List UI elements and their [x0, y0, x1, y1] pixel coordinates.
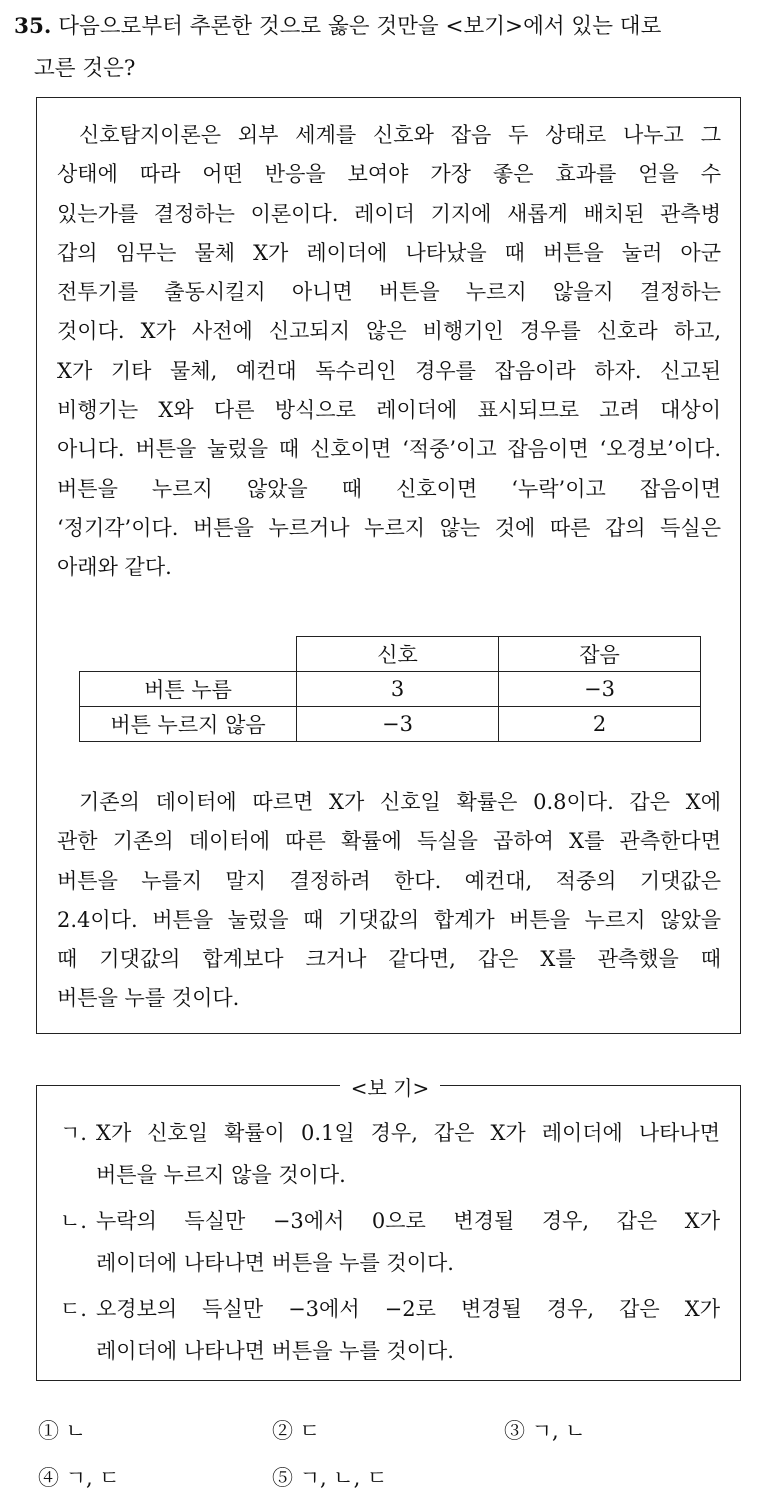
passage-line: 것이다. X가 사전에 신고되지 않은 비행기인 경우를 신호라 하고,	[57, 319, 721, 344]
bogi-title: <보 기>	[340, 1072, 440, 1101]
passage-line: 버튼을 누를 것이다.	[57, 986, 240, 1011]
question-text-line1: 다음으로부터 추론한 것으로 옳은 것만을 <보기>에서 있는 대로	[58, 14, 662, 39]
passage-line: 전투기를 출동시킬지 아니면 버튼을 누르지 않을지 결정하는	[57, 280, 721, 305]
bogi-item-line: X가 신호일 확률이 0.1일 경우, 갑은 X가 레이더에 나타나면	[96, 1121, 720, 1145]
passage-line: 있는가를 결정하는 이론이다. 레이더 기지에 새롭게 배치된 관측병	[57, 201, 721, 226]
table-header-cell: 신호	[297, 637, 499, 672]
question-text-line2: 고른 것은?	[34, 56, 136, 81]
table-row	[80, 672, 701, 707]
bogi-item-line: 오경보의 득실만 −3에서 −2로 변경될 경우, 갑은 X가	[96, 1297, 720, 1321]
passage-line: 관한 기존의 데이터에 따른 확률에 득실을 곱하여 X를 관측한다면	[57, 829, 721, 854]
answer-choice-1[interactable]: ① ㄴ	[38, 1419, 86, 1443]
answer-choice-3[interactable]: ③ ㄱ, ㄴ	[504, 1419, 586, 1443]
bogi-item-line: 레이더에 나타나면 버튼을 누를 것이다.	[96, 1339, 454, 1363]
answer-choice-2[interactable]: ② ㄷ	[272, 1419, 320, 1443]
bogi-item	[60, 1112, 720, 1196]
passage-line: 신호탐지이론은 외부 세계를 신호와 잡음 두 상태로 나누고 그	[79, 123, 721, 147]
bogi-top-border-left	[36, 1085, 340, 1086]
passage-line: 갑의 임무는 물체 X가 레이더에 나타났을 때 버튼을 눌러 아군	[57, 240, 721, 265]
bogi-item	[60, 1200, 720, 1284]
table-corner-cell	[80, 637, 297, 672]
bogi-item-marker: ㄱ.	[60, 1121, 87, 1145]
bogi-item-marker: ㄷ.	[60, 1297, 87, 1321]
table-row-label: 버튼 누르지 않음	[80, 707, 297, 742]
table-cell: 3	[297, 672, 499, 707]
bogi-top-border-right	[440, 1085, 741, 1086]
answer-choice-5[interactable]: ⑤ ㄱ, ㄴ, ㄷ	[272, 1466, 388, 1490]
table-cell: −3	[499, 672, 701, 707]
passage-box	[36, 97, 741, 1034]
table-cell: 2	[499, 707, 701, 742]
bogi-item-marker: ㄴ.	[60, 1209, 87, 1233]
table-row	[80, 707, 701, 742]
answer-choice-4[interactable]: ④ ㄱ, ㄷ	[38, 1466, 120, 1490]
bogi-items	[60, 1112, 720, 1376]
table-header-row	[80, 637, 701, 672]
passage-line: ‘정기각’이다. 버튼을 누르거나 누르지 않는 것에 따른 갑의 득실은	[57, 515, 721, 540]
question-number: 35.	[14, 14, 52, 39]
passage-text-2	[57, 783, 721, 1019]
passage-line: 기존의 데이터에 따르면 X가 신호일 확률은 0.8이다. 갑은 X에	[79, 790, 721, 814]
passage-line: X가 기타 물체, 예컨대 독수리인 경우를 잡음이라 하자. 신고된	[57, 358, 721, 383]
passage-text	[57, 116, 721, 588]
passage-line: 상태에 따라 어떤 반응을 보여야 가장 좋은 효과를 얻을 수	[57, 162, 721, 187]
table-row-label: 버튼 누름	[80, 672, 297, 707]
bogi-item-line: 누락의 득실만 −3에서 0으로 변경될 경우, 갑은 X가	[96, 1209, 720, 1233]
passage-line: 버튼을 누르지 않았을 때 신호이면 ‘누락’이고 잡음이면	[57, 476, 721, 501]
passage-line: 비행기는 X와 다른 방식으로 레이더에 표시되므로 고려 대상이	[57, 398, 721, 423]
passage-line: 아니다. 버튼을 눌렀을 때 신호이면 ‘적중’이고 잡음이면 ‘오경보’이다.	[57, 437, 721, 462]
bogi-item-line: 레이더에 나타나면 버튼을 누를 것이다.	[96, 1251, 454, 1275]
passage-line: 버튼을 누를지 말지 결정하려 한다. 예컨대, 적중의 기댓값은	[57, 868, 721, 893]
table-cell: −3	[297, 707, 499, 742]
bogi-item	[60, 1288, 720, 1372]
passage-line: 아래와 같다.	[57, 555, 172, 580]
table-header-cell: 잡음	[499, 637, 701, 672]
payoff-table	[79, 636, 701, 742]
passage-line: 때 기댓값의 합계보다 크거나 같다면, 갑은 X를 관측했을 때	[57, 947, 721, 972]
bogi-item-line: 버튼을 누르지 않을 것이다.	[96, 1163, 346, 1187]
passage-line: 2.4이다. 버튼을 눌렀을 때 기댓값의 합계가 버튼을 누르지 않았을	[57, 907, 721, 932]
question-stem	[14, 6, 749, 90]
